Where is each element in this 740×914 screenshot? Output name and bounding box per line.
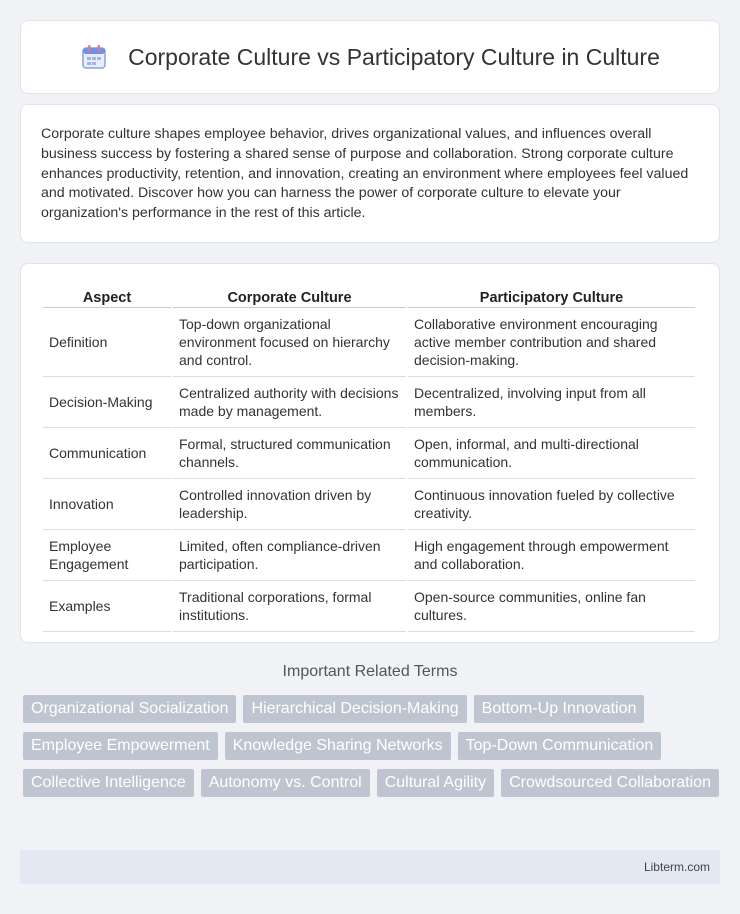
related-term-tag[interactable]: Knowledge Sharing Networks	[225, 732, 451, 760]
footer	[20, 850, 720, 884]
comparison-table	[41, 284, 697, 632]
row-participatory: Open, informal, and multi-directional communication.	[408, 428, 695, 479]
table-row	[43, 530, 695, 581]
related-term-tag[interactable]: Cultural Agility	[377, 769, 494, 797]
related-terms-title: Important Related Terms	[282, 663, 458, 680]
table-row	[43, 581, 695, 632]
row-participatory: Decentralized, involving input from all members.	[408, 377, 695, 428]
row-participatory: Continuous innovation fueled by collective creativity.	[408, 479, 695, 530]
related-terms-list	[23, 695, 723, 797]
related-term-tag[interactable]: Hierarchical Decision-Making	[243, 695, 466, 723]
related-term-tag[interactable]: Employee Empowerment	[23, 732, 218, 760]
calendar-icon	[80, 43, 108, 71]
related-term-tag[interactable]: Top-Down Communication	[458, 732, 662, 760]
row-aspect: Examples	[43, 581, 171, 632]
intro-section	[20, 104, 720, 243]
row-corporate: Centralized authority with decisions made by management.	[173, 377, 406, 428]
comparison-section	[20, 263, 720, 643]
page-header	[20, 20, 720, 94]
header-participatory: Participatory Culture	[408, 284, 695, 308]
table-row	[43, 377, 695, 428]
related-term-tag[interactable]: Organizational Socialization	[23, 695, 236, 723]
row-corporate: Formal, structured communication channels.	[173, 428, 406, 479]
row-aspect: Definition	[43, 308, 171, 377]
row-aspect: Innovation	[43, 479, 171, 530]
header-corporate: Corporate Culture	[173, 284, 406, 308]
table-row	[43, 308, 695, 377]
related-term-tag[interactable]: Crowdsourced Collaboration	[501, 769, 719, 797]
table-row	[43, 479, 695, 530]
footer-site-link[interactable]: Libterm.com	[643, 860, 710, 874]
related-term-tag[interactable]: Bottom-Up Innovation	[474, 695, 645, 723]
table-header-row	[43, 284, 695, 308]
related-term-tag[interactable]: Collective Intelligence	[23, 769, 194, 797]
row-participatory: High engagement through empowerment and collaboration.	[408, 530, 695, 581]
table-row	[43, 428, 695, 479]
intro-text: Corporate culture shapes employee behavior, drives organizational values, and influences overall business success by fostering a shared sense of purpose and collaboration. Strong corporate culture enhances productivity, retention, and innovation, creating an environment where employees feel valued and motivated. Discover how you can harness the power of corporate culture to elevate your organization's performance in the rest of this article.	[41, 126, 689, 222]
row-aspect: Communication	[43, 428, 171, 479]
row-aspect: Employee Engagement	[43, 530, 171, 581]
header-aspect: Aspect	[43, 284, 171, 308]
row-participatory: Open-source communities, online fan cultures.	[408, 581, 695, 632]
row-corporate: Traditional corporations, formal institutions.	[173, 581, 406, 632]
row-aspect: Decision-Making	[43, 377, 171, 428]
page-title: Corporate Culture vs Participatory Culture in Culture	[128, 43, 660, 70]
related-term-tag[interactable]: Autonomy vs. Control	[201, 769, 370, 797]
row-participatory: Collaborative environment encouraging active member contribution and shared decision-making.	[408, 308, 695, 377]
row-corporate: Controlled innovation driven by leadership.	[173, 479, 406, 530]
row-corporate: Limited, often compliance-driven participation.	[173, 530, 406, 581]
row-corporate: Top-down organizational environment focused on hierarchy and control.	[173, 308, 406, 377]
